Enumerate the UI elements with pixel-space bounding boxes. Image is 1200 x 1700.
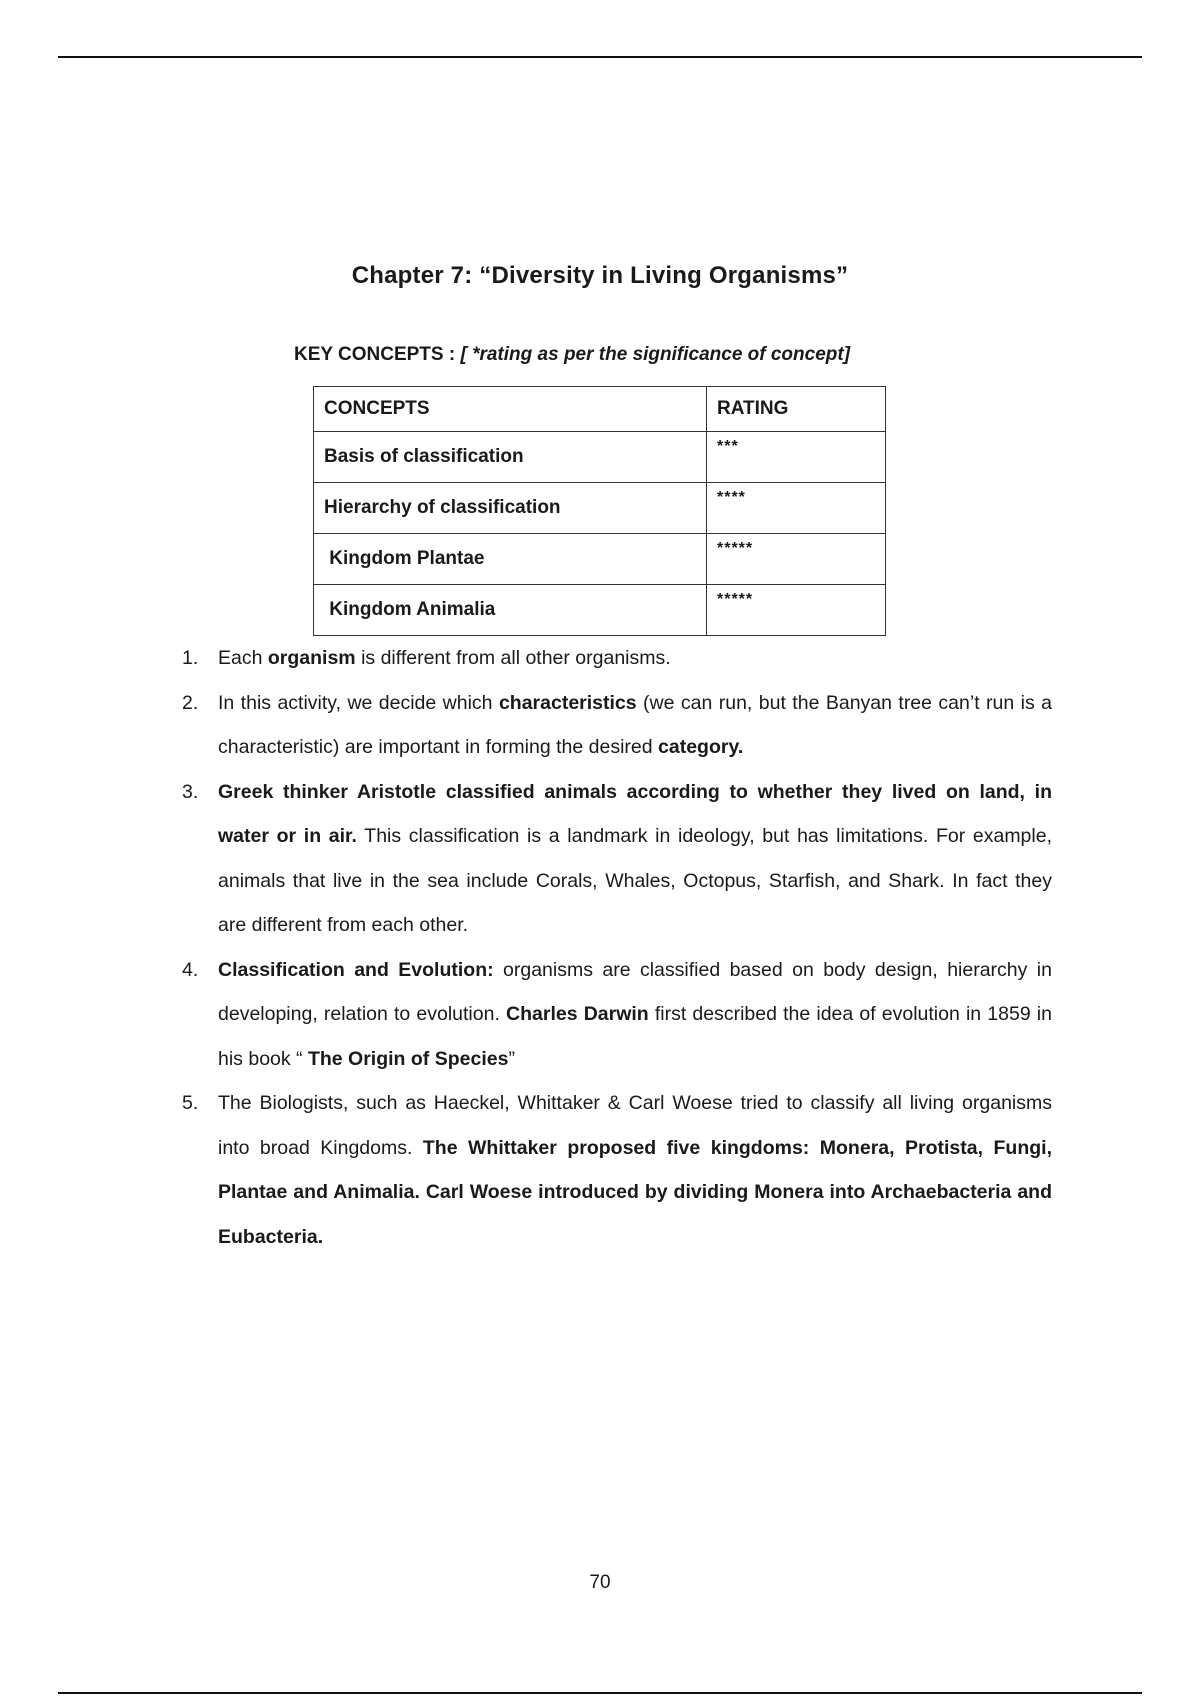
- chapter-title: Chapter 7: “Diversity in Living Organisms”: [351, 262, 849, 289]
- list-item: [170, 636, 1052, 681]
- table-row: [314, 534, 886, 585]
- item-bold-text: The Whittaker proposed five kingdoms: Monera, Protista, Fungi, Plantae and Animalia. Carl Woese introduced by dividing Monera into Archaebacteria and Eubacteria.: [218, 1136, 1052, 1248]
- list-item: [170, 770, 1052, 948]
- list-item: [170, 948, 1052, 1082]
- concept-cell: Kingdom Plantae: [314, 534, 707, 585]
- item-bold-text: The Origin of Species: [307, 1047, 509, 1070]
- item-bold-text: characteristics: [498, 691, 637, 714]
- rating-cell: ****: [707, 483, 886, 534]
- key-concepts-heading: [294, 344, 850, 366]
- list-item: [170, 681, 1052, 770]
- header-concepts: CONCEPTS: [314, 387, 707, 432]
- item-number: 5.: [182, 1092, 199, 1114]
- concept-cell: Hierarchy of classification: [314, 483, 707, 534]
- page-number: 70: [589, 1572, 611, 1593]
- item-text: Each: [218, 647, 268, 669]
- item-text: first described the idea of evolution in 1859 in his book “: [218, 1003, 1052, 1070]
- item-bold-text: Charles Darwin: [506, 1003, 649, 1025]
- item-number: 3.: [182, 780, 199, 803]
- concepts-table: [313, 386, 886, 636]
- concept-cell: Basis of classification: [314, 432, 707, 483]
- item-text: This classification is a landmark in ideology, but has limitations. For example, animals that live in the sea include Corals, Whales, Octopus, Starfish, and Shark. In fact they are different from each other.: [218, 825, 1052, 936]
- rating-cell: *****: [707, 534, 886, 585]
- item-number: 2.: [182, 691, 199, 714]
- item-bold-text: Classification and Evolution:: [218, 958, 494, 981]
- item-text: organisms are classified based on body design, hierarchy in developing, relation to evolution.: [218, 958, 1052, 1025]
- item-bold-text: Greek thinker Aristotle classified animals according to whether they lived on land, in water or in air.: [218, 780, 1052, 847]
- table-row: [314, 483, 886, 534]
- item-text: In this activity, we decide which: [218, 691, 499, 714]
- item-number: 1.: [182, 647, 199, 669]
- footer-rule: [58, 1692, 1142, 1694]
- item-number: 4.: [182, 958, 199, 981]
- list-item: [170, 1081, 1052, 1259]
- item-bold-text: category.: [658, 736, 744, 758]
- item-text: is different from all other organisms.: [355, 647, 671, 669]
- item-bold-text: organism: [267, 647, 356, 669]
- item-text: The Biologists, such as Haeckel, Whittaker & Carl Woese tried to classify all living organisms into broad Kingdoms.: [218, 1092, 1052, 1159]
- rating-cell: *****: [707, 585, 886, 636]
- table-row: [314, 432, 886, 483]
- rating-cell: ***: [707, 432, 886, 483]
- concept-cell: Kingdom Animalia: [314, 585, 707, 636]
- item-text: (we can run, but the Banyan tree can’t run is a characteristic) are important in forming the desired: [218, 691, 1052, 758]
- table-header-row: [314, 387, 886, 432]
- header-rating: RATING: [707, 387, 886, 432]
- header-rule: [58, 56, 1142, 58]
- key-concepts-note: [ *rating as per the significance of concept]: [460, 344, 851, 365]
- item-text: ”: [508, 1047, 515, 1070]
- table-row: [314, 585, 886, 636]
- key-concepts-label: KEY CONCEPTS :: [294, 344, 461, 365]
- points-list: [170, 636, 1052, 1259]
